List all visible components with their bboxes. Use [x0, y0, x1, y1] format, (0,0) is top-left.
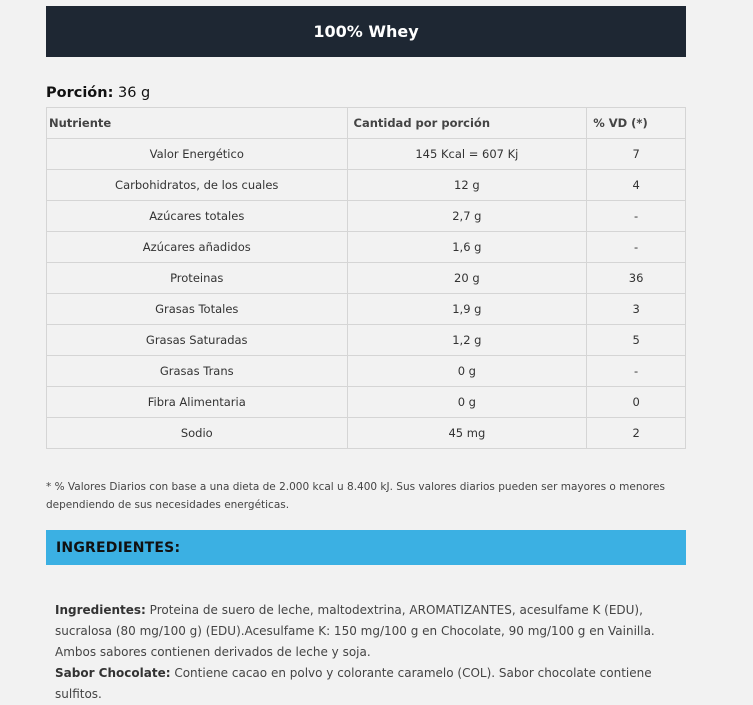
nutrient-cell: Sodio	[47, 418, 348, 449]
daily-values-footnote: * % Valores Diarios con base a una dieta de 2.000 kcal u 8.400 kJ. Sus valores diarios pueden ser mayores o menores dependiendo de sus necesidades energéticas.	[46, 481, 665, 511]
portion-label: Porción:	[46, 85, 114, 101]
table-row	[47, 201, 686, 232]
nutrient-cell: Valor Energético	[47, 139, 348, 170]
ingredients-text: Proteina de suero de leche, maltodextrina, AROMATIZANTES, acesulfame K (EDU), sucralosa (80 mg/100 g) (EDU).Acesulfame K: 150 mg/100 g en Chocolate, 90 mg/100 g en Vainilla. Ambos sabores contienen derivados de leche y soja.	[55, 603, 655, 659]
ingredients-section-header	[46, 530, 686, 565]
table-row	[47, 387, 686, 418]
flavor-text: Contiene cacao en polvo y colorante caramelo (COL). Sabor chocolate contiene sulfitos.	[55, 666, 652, 701]
table-header-row	[47, 108, 686, 139]
vd-cell: 0	[587, 387, 686, 418]
table-row	[47, 356, 686, 387]
vd-cell: -	[587, 201, 686, 232]
vd-cell: 4	[587, 170, 686, 201]
amount-cell: 12 g	[347, 170, 587, 201]
table-row	[47, 418, 686, 449]
nutrient-cell: Grasas Saturadas	[47, 325, 348, 356]
nutrient-cell: Grasas Totales	[47, 294, 348, 325]
vd-cell: 36	[587, 263, 686, 294]
vd-cell: 3	[587, 294, 686, 325]
ingredients-section-title: INGREDIENTES:	[56, 539, 181, 556]
table-row	[47, 139, 686, 170]
amount-cell: 1,2 g	[347, 325, 587, 356]
nutrient-cell: Azúcares añadidos	[47, 232, 348, 263]
column-header-amount: Cantidad por porción	[347, 108, 587, 139]
ingredients-label: Ingredientes:	[55, 603, 146, 617]
column-header-vd: % VD (*)	[587, 108, 686, 139]
table-row	[47, 325, 686, 356]
amount-cell: 1,9 g	[347, 294, 587, 325]
portion-size	[46, 85, 150, 101]
flavor-label: Sabor Chocolate:	[55, 666, 171, 680]
nutrient-cell: Grasas Trans	[47, 356, 348, 387]
amount-cell: 1,6 g	[347, 232, 587, 263]
vd-cell: -	[587, 356, 686, 387]
nutrient-cell: Azúcares totales	[47, 201, 348, 232]
nutrient-cell: Proteinas	[47, 263, 348, 294]
product-title-bar	[46, 6, 686, 57]
table-row	[47, 232, 686, 263]
table-row	[47, 263, 686, 294]
table-row	[47, 294, 686, 325]
vd-cell: 7	[587, 139, 686, 170]
nutrient-cell: Carbohidratos, de los cuales	[47, 170, 348, 201]
vd-cell: 2	[587, 418, 686, 449]
amount-cell: 0 g	[347, 356, 587, 387]
amount-cell: 45 mg	[347, 418, 587, 449]
nutrition-table	[46, 107, 686, 449]
table-row	[47, 170, 686, 201]
ingredients-text-block	[55, 600, 695, 705]
amount-cell: 0 g	[347, 387, 587, 418]
portion-value: 36 g	[118, 85, 151, 101]
vd-cell: -	[587, 232, 686, 263]
amount-cell: 2,7 g	[347, 201, 587, 232]
amount-cell: 145 Kcal = 607 Kj	[347, 139, 587, 170]
vd-cell: 5	[587, 325, 686, 356]
amount-cell: 20 g	[347, 263, 587, 294]
nutrient-cell: Fibra Alimentaria	[47, 387, 348, 418]
column-header-nutrient: Nutriente	[47, 108, 348, 139]
product-title: 100% Whey	[313, 22, 419, 41]
